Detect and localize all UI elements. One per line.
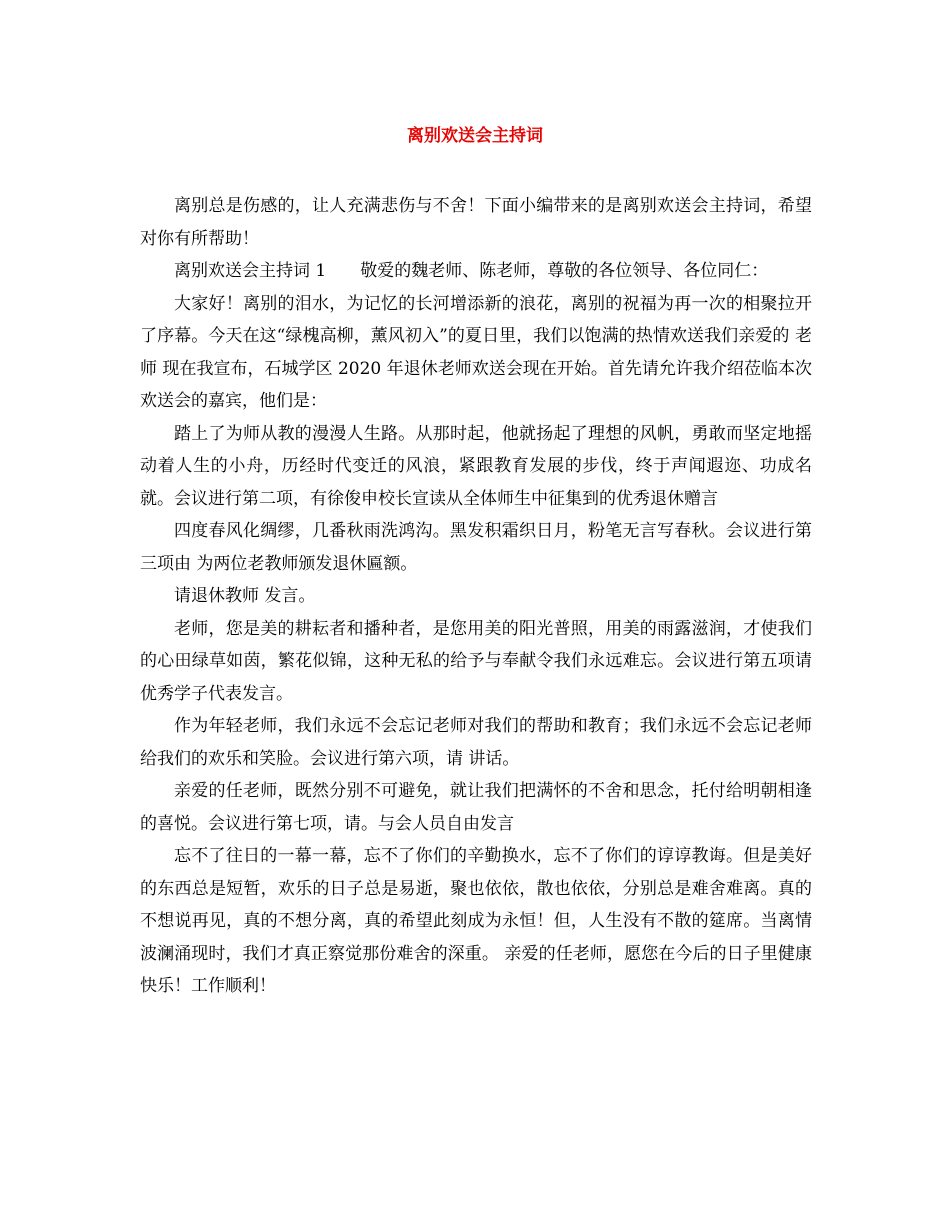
paragraph-retiree-speech: 请退休教师 发言。 [174, 586, 316, 606]
paragraph-farewell: 亲爱的任老师，既然分别不可避免，就让我们把满怀的不舍和思念，托付给明朝相逢的喜悦。会议进行第七项，请。与会人员自由发言 [140, 781, 812, 834]
paragraph-career: 踏上了为师从教的漫漫人生路。从那时起，他就扬起了理想的风帆，勇敢而坚定地摇动着人生的小舟，历经时代变迁的风浪，紧跟教育发展的步伐，终于声闻遐迩、功成名就。会议进行第二项，有徐俊申校长宣读从全体师生中征集到的优秀退休赠言 [140, 423, 812, 509]
document-body [140, 190, 812, 1003]
paragraph-young-teacher: 作为年轻老师，我们永远不会忘记老师对我们的帮助和教育；我们永远不会忘记老师给我们的欢乐和笑脸。会议进行第六项，请 讲话。 [140, 716, 812, 769]
paragraph-greeting-heading: 离别欢送会主持词 1 敬爱的魏老师、陈老师，尊敬的各位领导、各位同仁： [174, 261, 769, 281]
paragraph-student-tribute: 老师，您是美的耕耘者和播种者，是您用美的阳光普照，用美的雨露滋润，才使我们的心田绿草如茵，繁花似锦，这种无私的给予与奉献令我们永远难忘。会议进行第五项请优秀学子代表发言。 [140, 618, 812, 704]
paragraph-intro: 离别总是伤感的，让人充满悲伤与不舍！下面小编带来的是离别欢送会主持词，希望对你有所帮助！ [140, 196, 812, 249]
paragraph-opening: 大家好！离别的泪水，为记忆的长河增添新的浪花，离别的祝福为再一次的相聚拉开了序幕。今天在这“绿槐高柳，薰风初入”的夏日里，我们以饱满的热情欢送我们亲爱的 老师 现在我宣布，石城学区 2020 年退休老师欢送会现在开始。首先请允许我介绍莅临本次欢送会的嘉宾，他们是： [140, 293, 812, 411]
paragraph-poem: 四度春风化绸缪，几番秋雨洗鸿沟。黑发积霜织日月，粉笔无言写春秋。会议进行第三项由 为两位老教师颁发退休匾额。 [140, 521, 812, 574]
paragraph-closing: 忘不了往日的一幕一幕，忘不了你们的辛勤换水，忘不了你们的谆谆教诲。但是美好的东西总是短暂，欢乐的日子总是易逝，聚也依依，散也依依，分别总是难舍难离。真的不想说再见，真的不想分离，真的希望此刻成为永恒！但，人生没有不散的筵席。当离情波澜涌现时，我们才真正察觉那份难舍的深重。 亲爱的任老师，愿您在今后的日子里健康快乐！工作顺利！ [140, 846, 812, 996]
document-title: 离别欢送会主持词 [407, 126, 543, 146]
